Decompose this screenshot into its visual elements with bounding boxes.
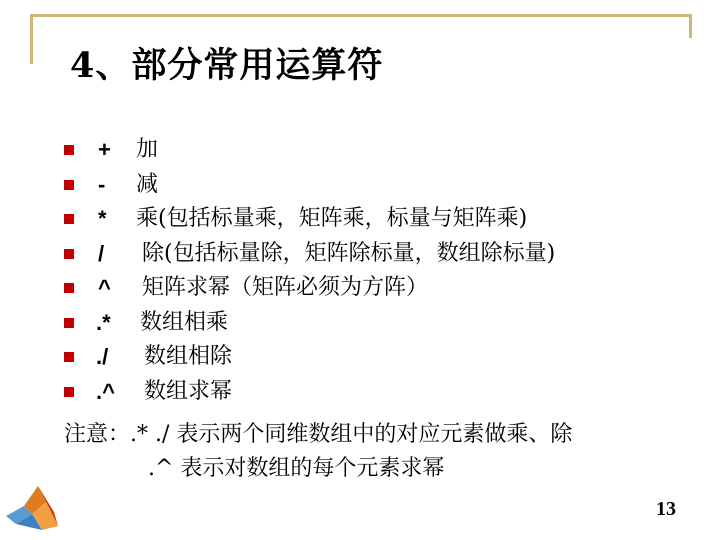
matlab-logo-icon: [2, 476, 64, 538]
frame-line-left: [30, 14, 33, 64]
operator-symbol: .^: [96, 379, 115, 404]
operator-symbol: ./: [96, 344, 109, 369]
operator-description: 数组求幂: [144, 379, 233, 404]
operator-symbol: .*: [96, 310, 111, 335]
note-line-1: 注意：.* ./ 表示两个同维数组中的对应元素做乘、除: [64, 422, 573, 447]
bullet-square-icon: [64, 387, 74, 397]
frame-line-top: [30, 14, 692, 17]
frame-line-right: [689, 14, 692, 38]
operator-symbol: *: [98, 206, 107, 231]
operator-description: 矩阵求幂（矩阵必须为方阵）: [142, 275, 429, 300]
operator-symbol: /: [98, 241, 105, 266]
operator-description: 数组相乘: [140, 310, 229, 335]
bullet-square-icon: [64, 180, 74, 190]
operator-description: 加: [136, 137, 159, 162]
operator-description: 乘(包括标量乘，矩阵乘，标量与矩阵乘): [136, 206, 528, 231]
bullet-square-icon: [64, 214, 74, 224]
bullet-square-icon: [64, 318, 74, 328]
bullet-square-icon: [64, 352, 74, 362]
operator-symbol: ^: [98, 275, 111, 300]
slide-title: 4、部分常用运算符: [70, 45, 384, 86]
note-line-2: .^ 表示对数组的每个元素求幂: [148, 456, 445, 481]
operator-description: 数组相除: [144, 344, 233, 369]
bullet-square-icon: [64, 249, 74, 259]
operator-description: 除(包括标量除，矩阵除标量，数组除标量): [142, 241, 556, 266]
bullet-square-icon: [64, 145, 74, 155]
operator-symbol: +: [98, 137, 111, 162]
page-number: 13: [656, 498, 676, 520]
operator-symbol: -: [98, 172, 106, 197]
operator-description: 减: [136, 172, 159, 197]
bullet-square-icon: [64, 283, 74, 293]
